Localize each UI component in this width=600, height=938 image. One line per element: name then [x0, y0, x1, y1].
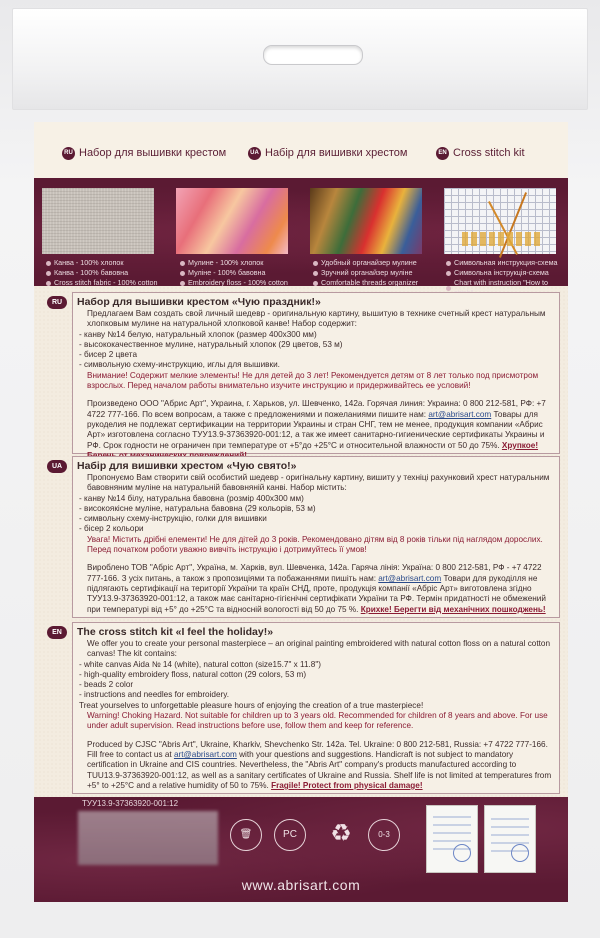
- caption-line: Cross stitch fabric - 100% cotton: [54, 278, 158, 287]
- section-en: [52, 622, 560, 794]
- producer-text: Produced by CJSC "Abris Art", Ukraine, Kharkiv, Shevchenko Str. 142a. Tel. Ukraine: 0 800 212-581, Russia: +7 4722 777-166. Fill free to contact us at: [87, 739, 548, 759]
- title-ua: [248, 144, 407, 162]
- kit-item: - канву №14 білу, натуральна бавовна (розмір 400х300 мм): [79, 493, 304, 503]
- bullet-icon: [180, 281, 185, 286]
- warning-text: Warning! Choking Hazard. Not suitable for children up to 3 years old. Recommended for children of 8 years and above. For use under adult supervision. Read instructions before use, follow them and keep for reference.: [87, 711, 548, 731]
- caption-line: Chart with instruction "How to: [454, 278, 549, 287]
- email-link[interactable]: art@abrisart.com: [173, 749, 237, 759]
- feature-caption: [180, 258, 288, 288]
- caption-line: Муліне - 100% бавовна: [188, 268, 266, 277]
- warning-text: Увага! Містить дрібні елементи! Не для дітей до 3 років. Рекомендовано дітям від 8 років тільки під наглядом дорослих. Перед початком роботи уважно вивчіть інструкцію і дотримуйтесь її умов!: [87, 534, 543, 555]
- email-link[interactable]: art@abrisart.com: [428, 409, 492, 419]
- producer-text: Вироблено ТОВ "Абріс Арт", Україна, м. Харків, вул. Шевченка, 142а. Гаряча лінія: Україна: 0 800 212-581, РФ - +7 4722 777-166. З усіх питань, а також з пропозиціями та побажаннями пишіть нам:: [87, 563, 542, 583]
- chart-photo-icon: [444, 188, 556, 254]
- section-ua-head: [47, 459, 559, 473]
- title-ru: [62, 144, 226, 162]
- stamp-icon: [453, 844, 471, 862]
- bullet-icon: [313, 261, 318, 266]
- section-ru: [51, 292, 560, 454]
- kit-item: - канву №14 белую, натуральный хлопок (размер 400х300 мм): [79, 329, 317, 339]
- bullet-icon: [46, 271, 51, 276]
- section-en-head: [47, 625, 559, 639]
- bullet-icon: [446, 271, 451, 276]
- section-en-title: The cross stitch kit «I feel the holiday!»: [77, 626, 274, 638]
- age-3-plus-warning-icon: 0-3: [368, 819, 400, 851]
- producer-text: Произведено ООО "Абрис Арт", Украина, г. Харьков, ул. Шевченко, 142а. Горячая линия: Украина: 0 800 212-581, РФ: +7 4722 777-166. По всем вопросам, а также с предложениями и пожеланиями пишите нам:: [87, 399, 546, 419]
- title-ru-text: Набор для вышивки крестом: [79, 147, 227, 159]
- bullet-icon: [313, 271, 318, 276]
- producer-text: Товари для рукоділля не підлягають сертифікації на території України та країн СНД, проте, продукція компанії «Абріс Арт» виготовлена згідно ТУУ13.9-37363920-001:12, а також має санітарно-гігієнічні сертифікати України та РФ. Термін придатності не обмежений при температурі від +5° до +25°С та відносній вологості від 50 до 75 %.: [87, 573, 546, 614]
- en-badge-icon: EN: [47, 626, 67, 639]
- caption-line: Канва - 100% хлопок: [54, 258, 124, 267]
- bullet-icon: [180, 261, 185, 266]
- kit-item: - бісер 2 кольори: [79, 524, 144, 534]
- kit-item: - высококачественное мулине, натуральный хлопок (29 цветов, 53 м): [79, 339, 343, 349]
- feature-caption: [46, 258, 157, 288]
- kit-item: - instructions and needles for embroidery.: [79, 690, 230, 700]
- feature-caption: [313, 258, 418, 288]
- intro-text: Предлагаем Вам создать свой личный шедевр - оригинальную картину, вышитую в технике счетный крест натуральным хлопковым мулине на натуральной хлопковой канве! Набор содержит:: [87, 309, 546, 329]
- bullet-icon: [46, 261, 51, 266]
- kit-item: - white canvas Aida № 14 (white), natural cotton (size15.7" x 11.8"): [79, 659, 321, 669]
- kit-item: - символьну схему-інструкцію, голки для вишивки: [79, 514, 267, 524]
- kit-item: - beads 2 color: [79, 680, 134, 690]
- title-row: [34, 144, 568, 164]
- floss-photo-icon: [176, 188, 288, 254]
- bullet-icon: [446, 286, 451, 291]
- warning-text: Внимание! Содержит мелкие элементы! Не для детей до 3 лет! Рекомендуется детям от 8 лет только под присмотром взрослых. Перед началом работы внимательно изучите инструкцию и придерживайтесь ее условий!: [87, 370, 539, 391]
- caption-line: Embroidery floss - 100% cotton: [188, 278, 288, 287]
- rst-certification-icon: PC: [274, 819, 306, 851]
- kit-item: - high-quality embroidery floss, natural cotton (29 colors, 53 m): [79, 669, 307, 679]
- ru-badge-icon: RU: [47, 296, 67, 309]
- section-ru-head: [47, 295, 559, 309]
- organizer-photo-icon: [310, 188, 422, 254]
- crown-motif: [462, 232, 542, 246]
- ua-badge-icon: UA: [47, 460, 67, 473]
- outro-text: Treat yourselves to unforgettable pleasure hours of enjoying the creation of a true masterpiece!: [79, 700, 424, 710]
- website-link[interactable]: www.abrisart.com: [241, 877, 361, 893]
- hanger-hole: [263, 45, 363, 65]
- caption-line: Мулине - 100% хлопок: [188, 258, 264, 267]
- bullet-icon: [446, 261, 451, 266]
- tu-code: ТУУ13.9-37363920-001:12: [82, 799, 179, 808]
- barcode-blurred: [78, 811, 218, 865]
- product-card: [34, 122, 568, 902]
- certificate-thumbnail: [426, 805, 478, 873]
- caption-line: Comfortable threads organizer: [321, 278, 419, 287]
- caption-line: Удобный органайзер мулине: [321, 258, 417, 267]
- email-link[interactable]: art@abrisart.com: [378, 573, 442, 583]
- intro-text: Пропонуємо Вам створити свій особистий шедевр - оригінальну картину, вишиту у техніці рахунковий хрест натуральним бавовняним муліне на натуральній бавовняній канві. Набор містить:: [87, 473, 550, 493]
- kit-item: - символьную схему-инструкцию, иглы для вышивки.: [79, 360, 280, 370]
- fragile-text: Fragile! Protect from physical damage!: [271, 780, 423, 790]
- ru-badge-icon: RU: [62, 147, 75, 160]
- caption-line: Канва - 100% бавовна: [54, 268, 129, 277]
- kit-item: - високоякісне муліне, натуральна бавовна (29 кольорів, 53 м): [79, 503, 316, 513]
- bullet-icon: [46, 281, 51, 286]
- feature-band: [34, 178, 568, 286]
- section-ru-title: Набор для вышивки крестом «Чую праздник!»: [77, 296, 321, 308]
- title-en-text: Cross stitch kit: [453, 147, 525, 159]
- recycle-icon: ♻: [330, 820, 352, 847]
- header-strip: [34, 122, 568, 179]
- section-ua-title: Набір для вишивки хрестом «Чую свято!»: [77, 460, 297, 472]
- caption-line: Символьная инструкция-схема: [454, 258, 558, 267]
- kit-item: - бисер 2 цвета: [79, 350, 138, 360]
- stamp-icon: [511, 844, 529, 862]
- fragile-text: Хрупкое!: [501, 440, 539, 450]
- title-en: [436, 144, 525, 162]
- ua-badge-icon: UA: [248, 147, 261, 160]
- section-ua: [51, 456, 560, 618]
- canvas-photo-icon: [42, 188, 154, 254]
- bullet-icon: [180, 271, 185, 276]
- caption-line: Зручний органайзер муліне: [321, 268, 413, 277]
- bullet-icon: [313, 281, 318, 286]
- producer-text: with your questions and suggestions. Handicraft is not subject to mandatory certification in Ukraine and CIS countries. Nevertheless, the "Abris Art" company's products manufactured according to TUU13.9-37363920-001:12, as well as a sanitary certificates of Ukraine and Russia. Shelf life is not limited at temperatures from +5° to +25°C and a relative humidity of 50 to 75%.: [87, 749, 552, 790]
- fragile-text: Крихке! Берегти від механічних пошкоджень!: [360, 604, 546, 614]
- caption-line: Символьна інструкція-схема: [454, 268, 549, 277]
- producer-text: Товары для рукоделия не подлежат сертификации на территории Украины и стран СНГ, тем не менее, продукция компании «Абрис Арт» изготовлена согласно ТУУ13.9-37363920-001:12, а так же имеет санитарно-гигиенические сертификаты Украины и РФ. Срок годности не ограничен при температуре от +5°до +25°С и относительной влажности от 50 до 75%.: [87, 409, 545, 450]
- section-ru-body: [73, 309, 559, 461]
- hanger-tab: [12, 8, 588, 110]
- trash-bin-icon: 🗑: [230, 819, 262, 851]
- title-ua-text: Набір для вишивки хрестом: [265, 147, 408, 159]
- footer-band: [34, 797, 568, 902]
- section-ua-body: [73, 473, 559, 615]
- intro-text: We offer you to create your personal masterpiece – an original painting embroidered with natural cotton floss on a natural cotton canvas! The kit contains:: [87, 639, 551, 659]
- section-en-body: [73, 639, 559, 791]
- certificate-thumbnail: [484, 805, 536, 873]
- en-badge-icon: EN: [436, 147, 449, 160]
